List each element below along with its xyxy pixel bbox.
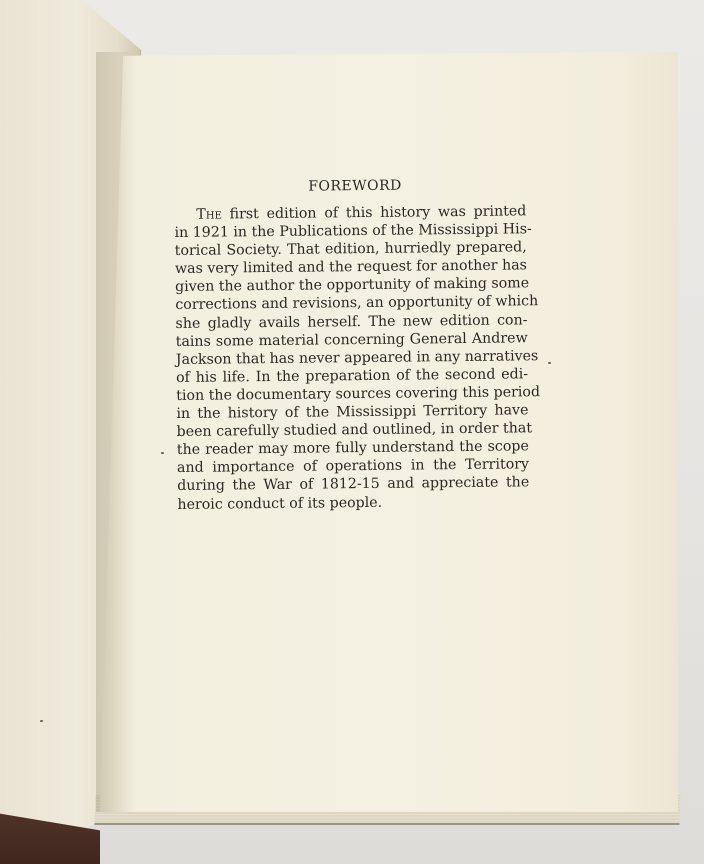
page-title: FOREWORD	[308, 177, 402, 195]
text-line: heroic conduct of its people.	[177, 494, 383, 513]
paper-speck	[548, 362, 551, 364]
text-line: she gladly avails herself. The new edition con-	[175, 311, 528, 332]
text-line: tains some material concerning General Andrew	[175, 329, 528, 350]
text-line: given the author the opportunity of making some	[175, 275, 530, 296]
text-line: of his life. In the preparation of the second edi-	[175, 366, 529, 386]
text-line: the reader may more fully understand the scope	[176, 438, 529, 459]
drop-word: The	[196, 206, 222, 223]
text-line: corrections and revisions, an opportunity of which	[175, 293, 539, 314]
text-line: during the War of 1812-15 and appreciate the	[177, 474, 530, 495]
text-line: Jackson that has never appeared in any narratives	[175, 347, 539, 368]
text-line: tion the documentary sources covering this period	[176, 384, 541, 404]
text-line: been carefully studied and outlined, in order that	[176, 420, 533, 441]
text-line: in 1921 in the Publications of the Mississippi His-	[174, 221, 532, 242]
paper-speck	[40, 720, 43, 722]
paper-speck	[161, 452, 164, 454]
text-line: torical Society. That edition, hurriedly prepared,	[174, 239, 527, 260]
text-line-body: first edition of this history was printed	[221, 203, 527, 223]
text-line: was very limited and the request for another has	[174, 257, 527, 278]
text-line: and importance of operations in the Territory	[176, 456, 530, 477]
text-line: in the history of the Mississippi Territory have	[176, 402, 529, 423]
foreword-text	[174, 176, 541, 513]
